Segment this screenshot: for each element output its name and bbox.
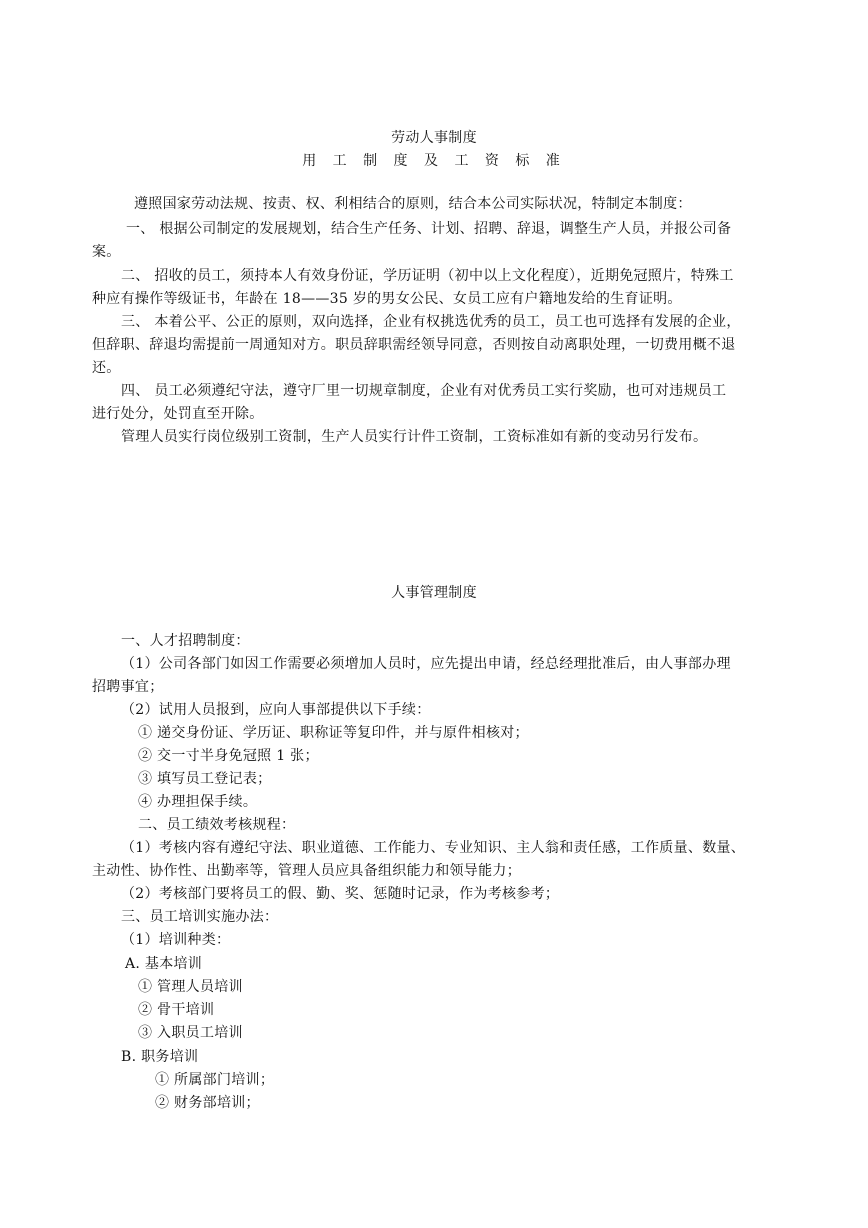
section1-item4-line1: 四、 员工必须遵纪守法，遵守厂里一切规章制度，企业有对优秀员工实行奖励，也可对违规员工 bbox=[121, 383, 727, 399]
section2-a-heading: A. 基本培训 bbox=[125, 956, 203, 972]
section2-title: 人事管理制度 bbox=[391, 585, 477, 601]
section2-heading-1: 一、人才招聘制度： bbox=[121, 633, 250, 649]
section2-p1-line1: （1）公司各部门如因工作需要必须增加人员时，应先提出申请，经总经理批准后，由人事部办理 bbox=[121, 656, 731, 672]
section1-closing: 管理人员实行岗位级别工资制，生产人员实行计件工资制，工资标准如有新的变动另行发布。 bbox=[121, 429, 708, 445]
section1-item3-line2: 但辞职、辞退均需提前一周通知对方。职员辞职需经领导同意，否则按自动离职处理，一切费用概不退 bbox=[92, 337, 736, 353]
list-item: ② 骨干培训 bbox=[138, 1002, 215, 1018]
section2-p2: （2）试用人员报到，应向人事部提供以下手续： bbox=[121, 702, 431, 718]
section2-heading-3: 三、员工培训实施办法： bbox=[121, 909, 279, 925]
section2-p4: （2）考核部门要将员工的假、勤、奖、惩随时记录，作为考核参考； bbox=[121, 886, 560, 902]
section1-item1-line1: 一、 根据公司制定的发展规划，结合生产任务、计划、招聘、辞退，调整生产人员，并报公司备 bbox=[126, 221, 732, 237]
section2-p3-line1: （1）考核内容有遵纪守法、职业道德、工作能力、专业知识、主人翁和责任感，工作质量、数量、 bbox=[121, 840, 746, 856]
section1-intro: 遵照国家劳动法规、按责、权、利相结合的原则，结合本公司实际状况，特制定本制度： bbox=[134, 196, 692, 212]
section1-item2-line2: 种应有操作等级证书，年龄在 18——35 岁的男女公民、女员工应有户籍地发给的生育证明。 bbox=[92, 291, 682, 307]
list-item: ② 财务部培训； bbox=[155, 1095, 260, 1111]
list-item: ② 交一寸半身免冠照 1 张； bbox=[138, 748, 319, 764]
section1-subtitle: 用 工 制 度 及 工 资 标 准 bbox=[302, 153, 566, 169]
section1-item3-line3: 还。 bbox=[92, 360, 121, 376]
section1-item2-line1: 二、 招收的员工，须持本人有效身份证，学历证明（初中以上文化程度），近期免冠照片，特殊工 bbox=[121, 268, 734, 284]
list-item: ③ 入职员工培训 bbox=[138, 1025, 243, 1041]
list-item: ① 管理人员培训 bbox=[138, 979, 243, 995]
list-item: ① 所属部门培训； bbox=[155, 1072, 275, 1088]
section2-p1-line2: 招聘事宜； bbox=[92, 679, 164, 695]
section2-p5: （1）培训种类： bbox=[121, 932, 231, 948]
section2-heading-2: 二、员工绩效考核规程： bbox=[138, 817, 296, 833]
section1-item3-line1: 三、 本着公平、公正的原则，双向选择，企业有权挑选优秀的员工，员工也可选择有发展的企业， bbox=[121, 314, 741, 330]
section1-item4-line2: 进行处分，处罚直至开除。 bbox=[92, 406, 264, 422]
section1-title: 劳动人事制度 bbox=[391, 130, 477, 146]
section2-p3-line2: 主动性、协作性、出勤率等，管理人员应具备组织能力和领导能力； bbox=[92, 863, 521, 879]
section2-b-heading: B. 职务培训 bbox=[121, 1049, 199, 1065]
list-item: ③ 填写员工登记表； bbox=[138, 771, 272, 787]
list-item: ④ 办理担保手续。 bbox=[138, 794, 258, 810]
section1-item1-line2: 案。 bbox=[92, 244, 121, 260]
list-item: ① 递交身份证、学历证、职称证等复印件，并与原件相核对； bbox=[138, 725, 529, 741]
